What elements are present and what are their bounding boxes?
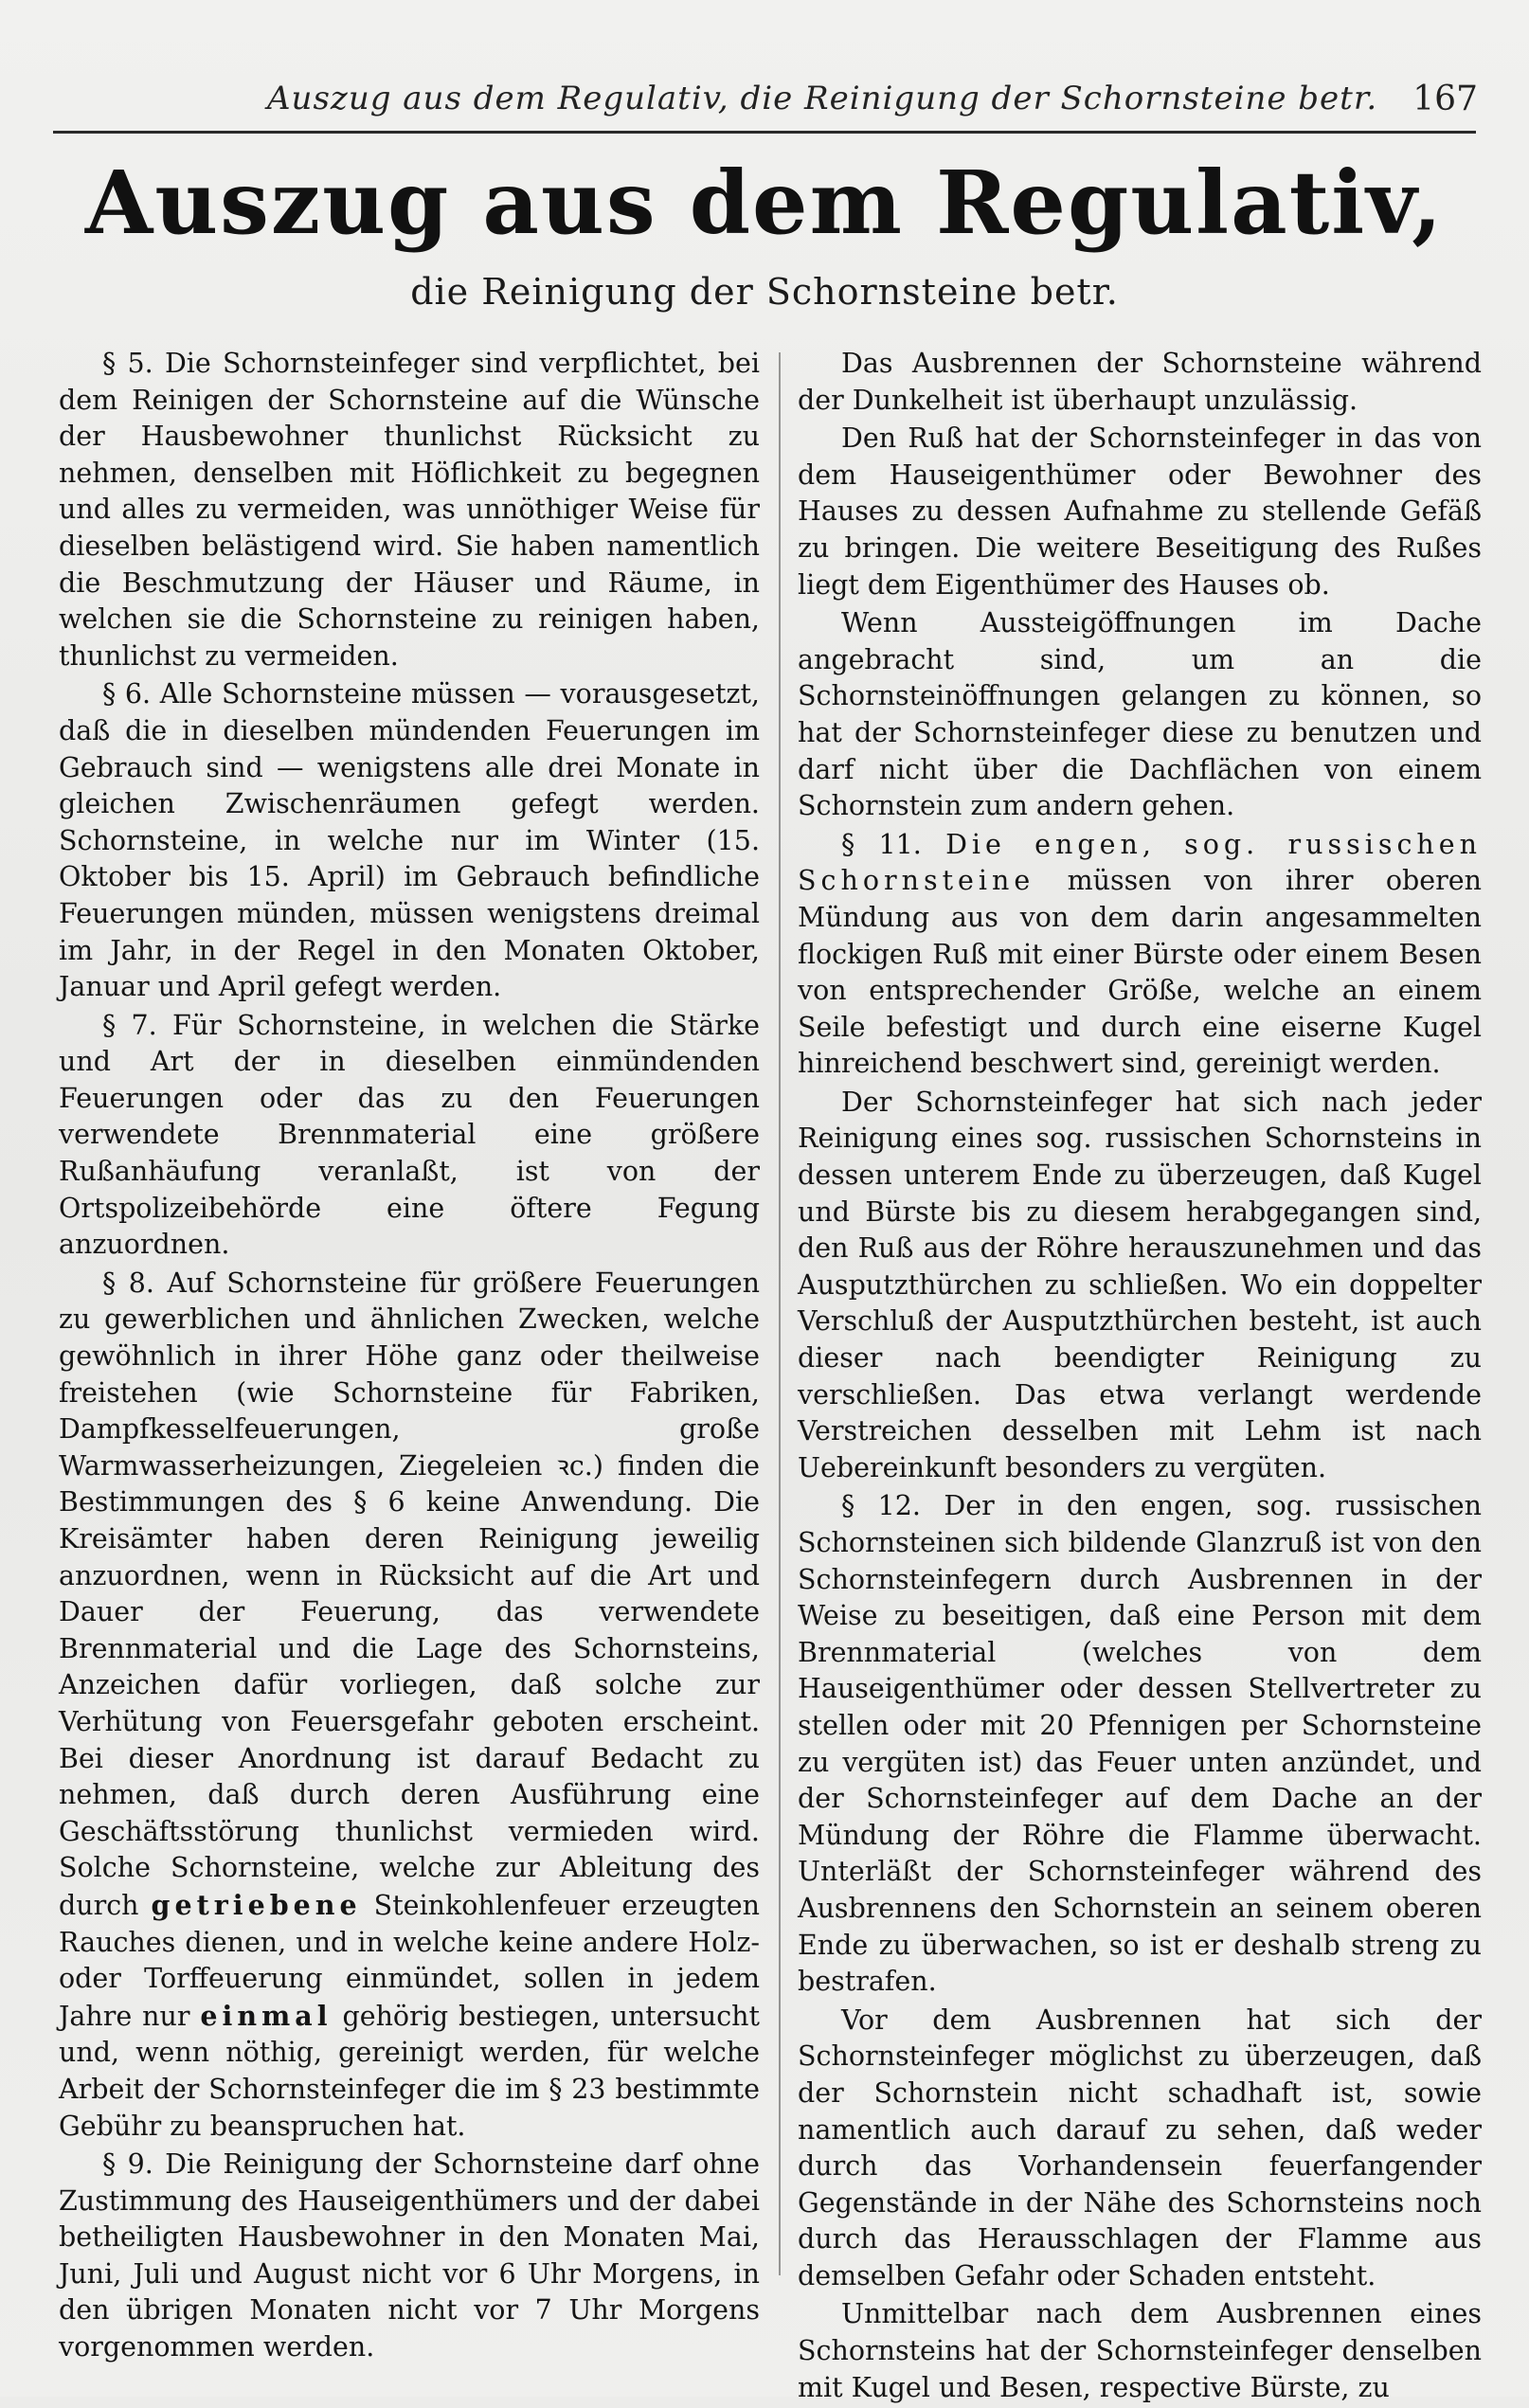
paragraph-section-11 [798, 827, 1482, 1083]
main-title: Auszug aus dem Regulativ, [84, 152, 1445, 254]
running-title: Auszug aus dem Regulativ, die Reinigung der Schornsteine betr. [267, 80, 1378, 117]
paragraph-section-12: § 12. Der in den engen, sog. russischen Schornsteinen sich bildende Glanzruß ist von den Schornsteinfegern durch Ausbrennen in der Weise zu beseitigen, daß eine Person mit dem Brennmaterial (welches von dem Hauseigenthümer oder dessen Stellvertreter zu stellen oder mit 20 Pfennigen per Schornsteine zu vergüten ist) das Feuer unten anzündet, und der Schornsteinfeger auf dem Dache an der Mündung der Röhre die Flamme überwacht. Unterläßt der Schornsteinfeger während des Ausbrennens den Schornstein an seinem oberen Ende zu überwachen, so ist er deshalb streng zu bestrafen. [798, 1490, 1482, 1998]
right-column [798, 346, 1482, 2408]
sub-title: die Reinigung der Schornsteine betr. [410, 271, 1119, 313]
section-8-text-a: § 8. Auf Schornsteine für größere Feuerungen zu gewerblichen und ähnlichen Zwecken, welche gewöhnlich in ihrer Höhe ganz oder theilweise freistehen (wie Schornsteine für Fabriken, Dampfkesselfeuerungen, große Warmwasserheizungen, Ziegeleien ꝛc.) finden die Bestimmungen des § 6 keine Anwendung. Die Kreisämter haben deren Reinigung jeweilig anzuordnen, wenn in Rücksicht auf die Art und Dauer der Feuerung, das verwendete Brennmaterial und die Lage des Schornsteins, Anzeichen dafür vorliegen, daß solche zur Verhütung von Feuersgefahr geboten erscheint. Bei dieser Anordnung ist darauf Bedacht zu nehmen, daß durch deren Ausführung eine Geschäftsstörung thunlichst vermieden wird. Solche Schornsteine, welche zur Ableitung des durch [59, 1267, 760, 1921]
section-8-text-e: gehörig bestiegen, untersucht und, wenn nöthig, gereinigt werden, für welche Arbeit der Schornsteinfeger die im § 23 bestimmte Gebühr zu beanspruchen hat. [59, 2000, 760, 2142]
paragraph-ausbrennen-dunkelheit: Das Ausbrennen der Schornsteine während der Dunkelheit ist überhaupt unzulässig. [798, 348, 1482, 416]
left-column [59, 346, 760, 2368]
running-head [57, 74, 1478, 131]
paragraph-section-7: § 7. Für Schornsteine, in welchen die Stärke und Art der in dieselben einmündenden Feuerungen oder das zu den Feuerungen verwendete Brennmaterial eine größere Rußanhäufung veranlaßt, ist von der Ortspolizeibehörde eine öftere Fegung anzuordnen. [59, 1009, 760, 1261]
paragraph-russische-schornsteine-reinigung: Der Schornsteinfeger hat sich nach jeder Reinigung eines sog. russischen Schornsteins in dessen unterem Ende zu überzeugen, daß Kugel und Bürste bis zu diesem herabgegangen sind, den Ruß aus der Röhre herauszunehmen und das Ausputzthürchen zu schließen. Wo ein doppelter Verschluß der Ausputzthürchen besteht, ist auch dieser nach beendigter Reinigung zu verschließen. Das etwa verlangt werdende Verstreichen desselben mit Lehm ist nach Uebereinkunft besonders zu vergüten. [798, 1086, 1482, 1483]
paragraph-aussteigoeffnungen: Wenn Aussteigöffnungen im Dache angebracht sind, um an die Schornsteinöffnungen gelangen zu können, so hat der Schornsteinfeger diese zu benutzen und darf nicht über die Dachflächen von einem Schornstein zum andern gehen. [798, 607, 1482, 822]
paragraph-unmittelbar-nach: Unmittelbar nach dem Ausbrennen eines Schornsteins hat der Schornsteinfeger denselben mit Kugel und Besen, respective Bürste, zu [798, 2298, 1482, 2403]
section-11-number: § 11. [841, 828, 946, 860]
paragraph-vor-dem-ausbrennen: Vor dem Ausbrennen hat sich der Schornsteinfeger möglichst zu überzeugen, daß der Schornstein nicht schadhaft ist, sowie namentlich auch darauf zu sehen, daß weder durch das Vorhandensein feuerfangender Gegenstände in der Nähe des Schornsteins noch durch das Herausschlagen der Flamme aus demselben Gefahr oder Schaden entsteht. [798, 2004, 1482, 2291]
column-divider [779, 352, 781, 2275]
section-8-emphasis-einmal: einmal [200, 1999, 333, 2032]
header-rule [53, 131, 1476, 134]
paragraph-section-6: § 6. Alle Schornsteine müssen — vorausgesetzt, daß die in dieselben mündenden Feuerungen im Gebrauch sind — wenigstens alle drei Monate in gleichen Zwischenräumen gefegt werden. Schornsteine, in welche nur im Winter (15. Oktober bis 15. April) im Gebrauch befindliche Feuerungen münden, müssen wenigstens dreimal im Jahr, in der Regel in den Monaten Oktober, Januar und April gefegt werden. [59, 678, 760, 1003]
section-8-emphasis-getriebene: getriebene [151, 1888, 362, 1921]
paragraph-russ-gefaess: Den Ruß hat der Schornsteinfeger in das von dem Hauseigenthümer oder Bewohner des Hauses zu dessen Aufnahme zu stellende Gefäß zu bringen. Die weitere Beseitigung des Rußes liegt dem Eigenthümer des Hauses ob. [798, 422, 1482, 601]
page-number: 167 [1412, 80, 1478, 118]
paragraph-section-8 [59, 1266, 760, 2145]
section-8-text-c: Steinkohlenfeuer erzeugten Rauches dienen, und in welche keine andere Holz- oder Torffeuerung einmündet, sollen in jedem Jahre nur [59, 1889, 760, 2032]
section-11-emphasis: Die engen, sog. russischen Schornsteine [798, 828, 1482, 897]
paragraph-section-9: § 9. Die Reinigung der Schornsteine darf ohne Zustimmung des Hauseigenthümers und der dabei betheiligten Hausbewohner in den Monaten Mai, Juni, Juli und August nicht vor 6 Uhr Morgens, in den übrigen Monaten nicht vor 7 Uhr Morgens vorgenommen werden. [59, 2148, 760, 2363]
paragraph-section-5: § 5. Die Schornsteinfeger sind verpflichtet, bei dem Reinigen der Schornsteine auf die Wünsche der Hausbewohner thunlichst Rücksicht zu nehmen, denselben mit Höflichkeit zu begegnen und alles zu vermeiden, was unnöthiger Weise für dieselben belästigend wird. Sie haben namentlich die Beschmutzung der Häuser und Räume, in welchen sie die Schornsteine zu reinigen haben, thunlichst zu vermeiden. [59, 348, 760, 672]
section-11-text: müssen von ihrer oberen Mündung aus von dem darin angesammelten flockigen Ruß mit einer Bürste oder einem Besen von entsprechender Größe, welche an einem Seile befestigt und durch eine eiserne Kugel hinreichend beschwert sind, gereinigt werden. [798, 865, 1482, 1080]
